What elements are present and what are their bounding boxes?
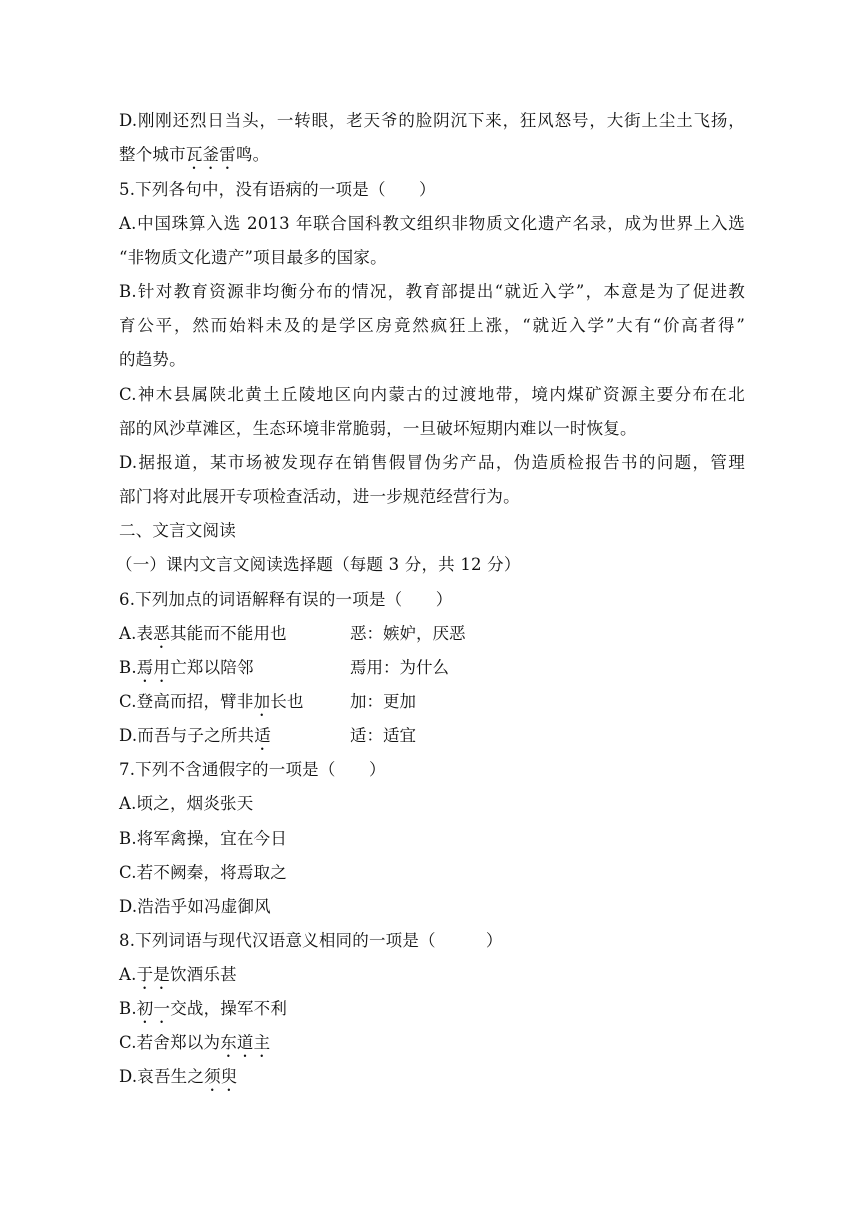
q6-option-c <box>119 692 304 720</box>
q7-option-b: B.将军禽操，宜在今日 <box>119 829 288 848</box>
q6-option-a <box>119 624 287 652</box>
q5-option-d-line2: 部门将对此展开专项检查活动，进一步规范经营行为。 <box>119 487 520 506</box>
q8b-emphasis: 初一 <box>136 999 171 1018</box>
q6-option-a-gloss: 恶：嫉妒，厌恶 <box>350 624 466 643</box>
q8-option-c <box>119 1033 270 1061</box>
section-title: 二、文言文阅读 <box>119 521 236 540</box>
q8b-pre: B. <box>119 999 137 1018</box>
q8-option-d <box>119 1067 238 1095</box>
q6-option-d <box>119 726 271 754</box>
q6a-pre: A.表 <box>119 624 154 643</box>
q4d-emphasis: 瓦釜雷 <box>185 145 236 164</box>
q6-option-d-gloss: 适：适宜 <box>350 726 416 745</box>
q4-option-d-line1: D.刚刚还烈日当头，一转眼，老天爷的脸阴沉下来，狂风怒号，大街上尘土飞扬， <box>119 111 745 130</box>
q8b-post: 交战，操军不利 <box>170 999 288 1018</box>
q4-option-d-line2 <box>119 145 269 173</box>
q6d-emphasis: 适 <box>254 726 271 745</box>
q8-option-a <box>119 965 237 993</box>
q5-option-b-line1: B.针对教育资源非均衡分布的情况，教育部提出“就近入学”，本意是为了促进教 <box>119 282 745 301</box>
q6b-emphasis: 焉用 <box>136 658 171 677</box>
q8a-emphasis: 于是 <box>136 965 170 984</box>
q5-option-d-line1: D.据报道，某市场被发现存在销售假冒伪劣产品，伪造质检报告书的问题，管理 <box>119 453 745 472</box>
q8c-pre: C.若舍郑以为 <box>119 1033 221 1052</box>
q8d-pre: D.哀吾生之 <box>119 1067 205 1086</box>
q6-stem: 6.下列加点的词语解释有误的一项是（ ） <box>119 590 453 609</box>
q7-option-c: C.若不阙秦，将焉取之 <box>119 863 287 882</box>
q6b-pre: B. <box>119 658 137 677</box>
q8-stem: 8.下列词语与现代汉语意义相同的一项是（ ） <box>119 931 503 950</box>
q6a-post: 其能而不能用也 <box>169 624 287 643</box>
q6-option-b-gloss: 焉用：为什么 <box>350 658 449 677</box>
q8a-post: 饮酒乐甚 <box>169 965 237 984</box>
q8c-emphasis: 东道主 <box>220 1033 271 1052</box>
q6d-pre: D.而吾与子之所共 <box>119 726 255 745</box>
q6c-pre: C.登高而招，臂非 <box>119 692 254 711</box>
q5-stem: 5.下列各句中，没有语病的一项是（ ） <box>119 180 436 199</box>
section-subtitle: （一）课内文言文阅读选择题（每题 3 分，共 12 分） <box>116 555 521 574</box>
q8a-pre: A. <box>119 965 137 984</box>
q5-option-a-line2: “非物质文化遗产”项目最多的国家。 <box>119 248 387 267</box>
q6c-emphasis: 加 <box>253 692 271 711</box>
q6a-emphasis: 恶 <box>153 624 170 643</box>
q6-option-b <box>119 658 254 686</box>
q5-option-a-line1: A.中国珠算入选 2013 年联合国科教文组织非物质文化遗产名录，成为世界上入选 <box>119 214 745 233</box>
q7-stem: 7.下列不含通假字的一项是（ ） <box>119 760 386 779</box>
q6b-post: 亡郑以陪邻 <box>170 658 254 677</box>
q4d-text-pre: 整个城市 <box>119 145 186 164</box>
q8d-emphasis: 须臾 <box>204 1067 238 1086</box>
q4d-text-post: 鸣。 <box>235 145 270 164</box>
q8-option-b <box>119 999 287 1027</box>
q7-option-a: A.顷之，烟炎张天 <box>119 794 254 813</box>
q6-option-c-gloss: 加：更加 <box>350 692 416 711</box>
q6c-post: 长也 <box>270 692 304 711</box>
q5-option-c-line2: 部的风沙草滩区，生态环境非常脆弱，一旦破坏短期内难以一时恢复。 <box>119 419 637 438</box>
q7-option-d: D.浩浩乎如冯虚御风 <box>119 897 271 916</box>
q5-option-c-line1: C.神木县属陕北黄土丘陵地区向内蒙古的过渡地带，境内煤矿资源主要分布在北 <box>119 385 745 404</box>
q5-option-b-line2: 育公平，然而始料未及的是学区房竟然疯狂上涨，“就近入学”大有“价高者得” <box>119 316 745 335</box>
q5-option-b-line3: 的趋势。 <box>119 350 186 369</box>
